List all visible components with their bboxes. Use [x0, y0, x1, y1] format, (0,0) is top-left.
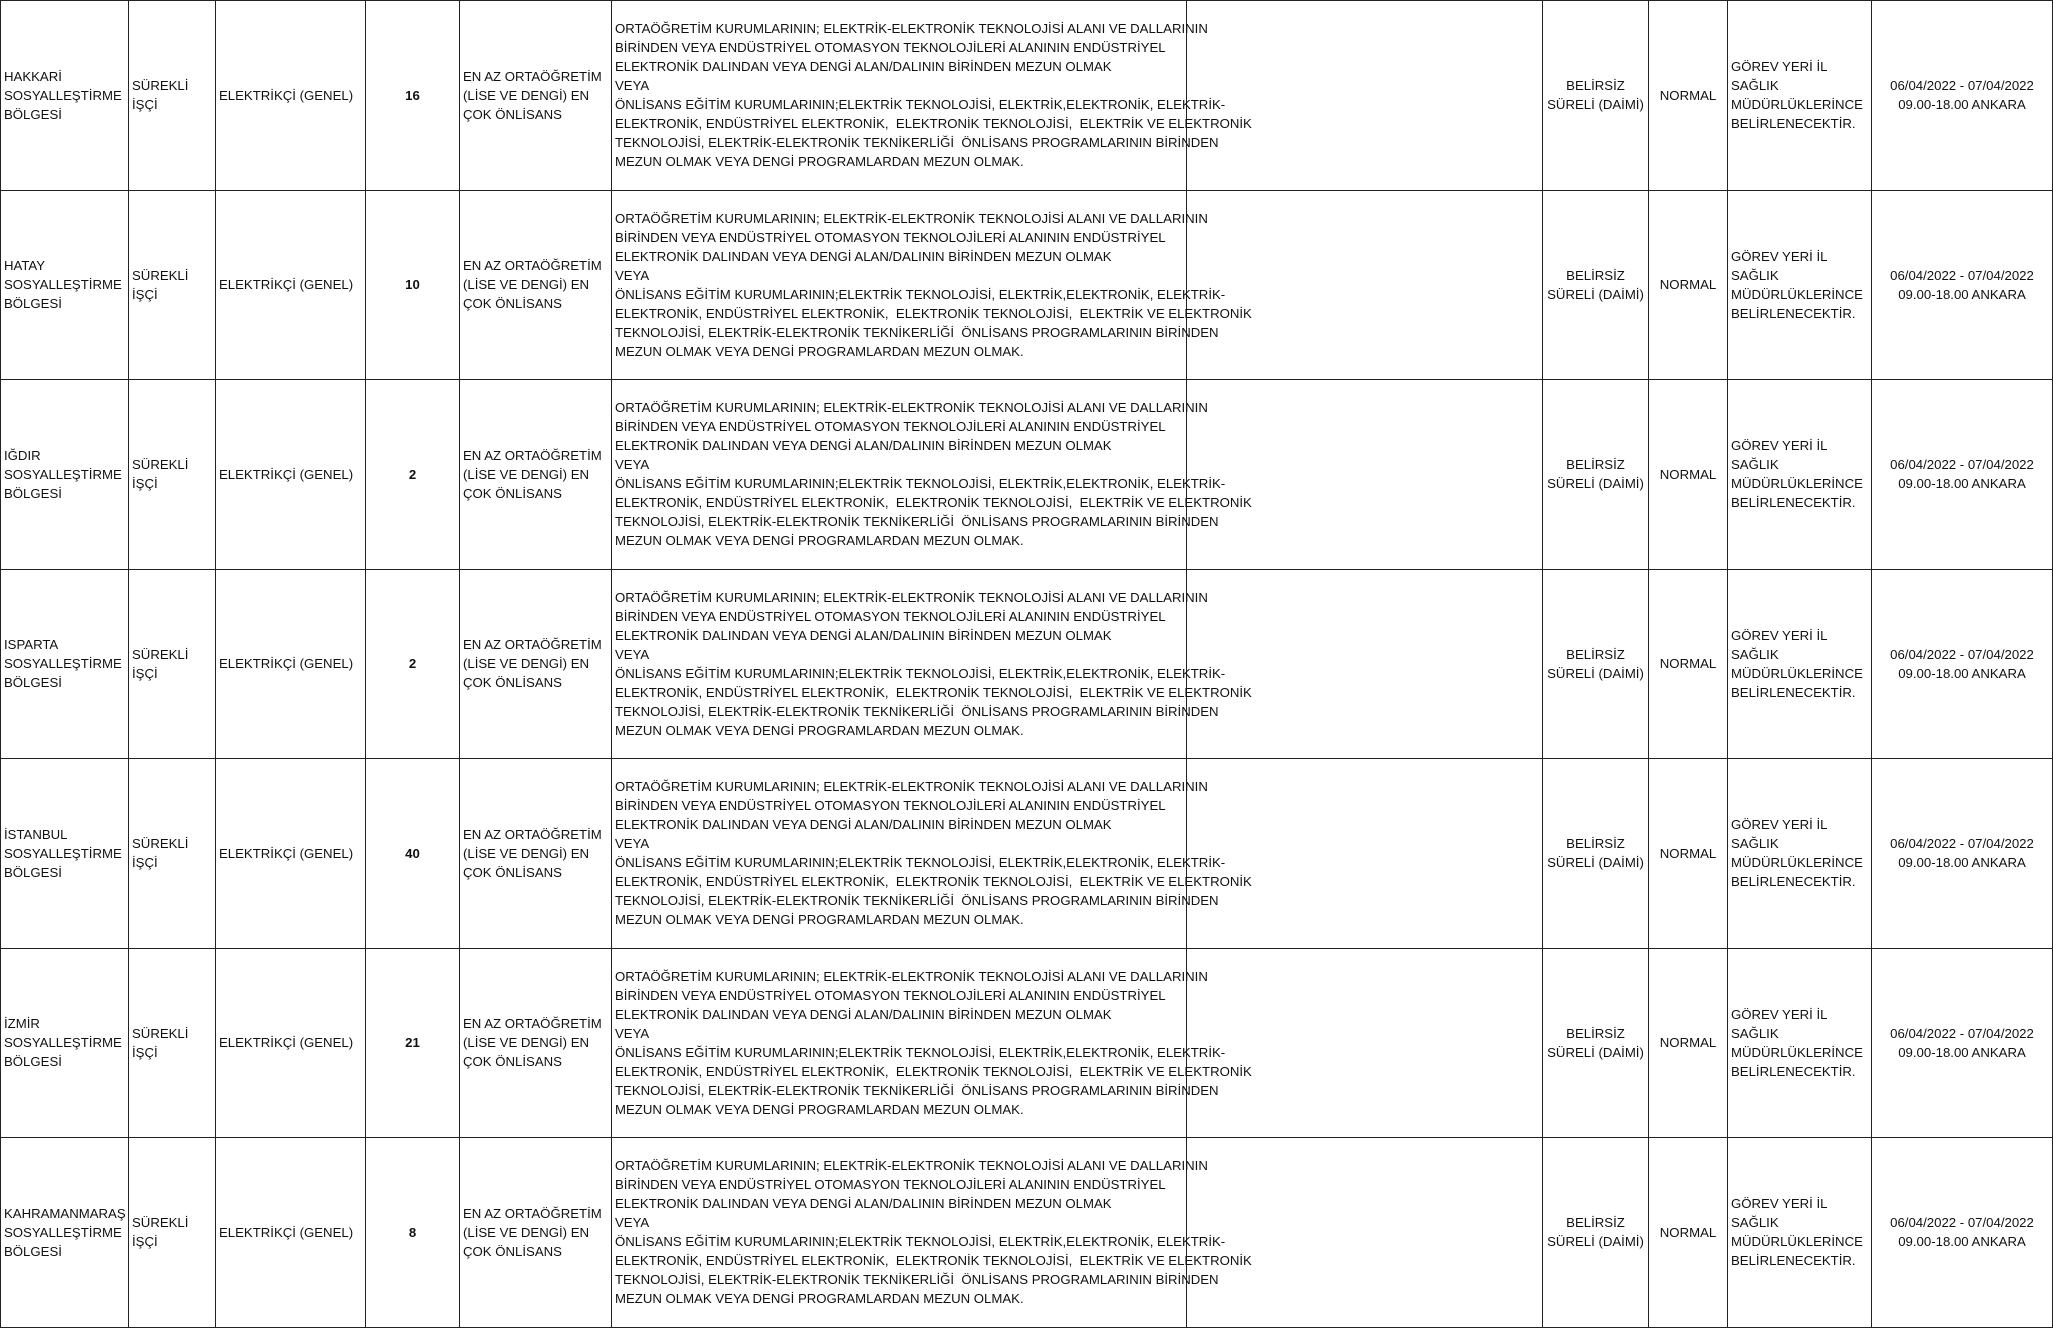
requirement-line: ELEKTRONİK, ENDÜSTRİYEL ELEKTRONİK, ELEKTRONİK TEKNOLOJİSİ, ELEKTRİK VE ELEKTRONİK: [615, 1063, 1252, 1079]
requirements-cell: [612, 380, 1252, 570]
status-cell: SÜREKLİ İŞÇİ: [129, 1138, 216, 1328]
type-cell: NORMAL: [1649, 1138, 1728, 1328]
date-cell: 06/04/2022 - 07/04/2022 09.00-18.00 ANKARA: [1872, 190, 2053, 380]
requirement-line: ÖNLİSANS EĞİTİM KURUMLARININ;ELEKTRİK TEKNOLOJİSİ, ELEKTRİK,ELEKTRONİK, ELEKTRİK-: [615, 286, 1226, 302]
table-row: [1, 380, 2053, 570]
requirement-line: TEKNOLOJİSİ, ELEKTRİK-ELEKTRONİK TEKNİKERLİĞİ ÖNLİSANS PROGRAMLARININ BİRİNDEN: [615, 324, 1219, 340]
requirement-line: BİRİNDEN VEYA ENDÜSTRİYEL OTOMASYON TEKNOLOJİLERİ ALANININ ENDÜSTRİYEL: [615, 419, 1166, 435]
requirement-line: VEYA: [615, 1215, 650, 1231]
requirements-cell: [612, 1, 1252, 191]
requirement-line: BİRİNDEN VEYA ENDÜSTRİYEL OTOMASYON TEKNOLOJİLERİ ALANININ ENDÜSTRİYEL: [615, 608, 1166, 624]
duration-cell: BELİRSİZ SÜRELİ (DAİMİ): [1543, 569, 1649, 759]
requirement-line: BİRİNDEN VEYA ENDÜSTRİYEL OTOMASYON TEKNOLOJİLERİ ALANININ ENDÜSTRİYEL: [615, 40, 1166, 56]
requirement-line: ÖNLİSANS EĞİTİM KURUMLARININ;ELEKTRİK TEKNOLOJİSİ, ELEKTRİK,ELEKTRONİK, ELEKTRİK-: [615, 476, 1226, 492]
location-cell: GÖREV YERİ İL SAĞLIK MÜDÜRLÜKLERİNCE BELİRLENECEKTİR.: [1728, 190, 1872, 380]
status-cell: SÜREKLİ İŞÇİ: [129, 569, 216, 759]
requirement-line: BİRİNDEN VEYA ENDÜSTRİYEL OTOMASYON TEKNOLOJİLERİ ALANININ ENDÜSTRİYEL: [615, 1177, 1166, 1193]
education-cell: EN AZ ORTAÖĞRETİM (LİSE VE DENGİ) EN ÇOK ÖNLİSANS: [460, 190, 612, 380]
date-cell: 06/04/2022 - 07/04/2022 09.00-18.00 ANKARA: [1872, 380, 2053, 570]
type-cell: NORMAL: [1649, 948, 1728, 1138]
requirement-line: TEKNOLOJİSİ, ELEKTRİK-ELEKTRONİK TEKNİKERLİĞİ ÖNLİSANS PROGRAMLARININ BİRİNDEN: [615, 893, 1219, 909]
duration-cell: BELİRSİZ SÜRELİ (DAİMİ): [1543, 948, 1649, 1138]
requirement-line: TEKNOLOJİSİ, ELEKTRİK-ELEKTRONİK TEKNİKERLİĞİ ÖNLİSANS PROGRAMLARININ BİRİNDEN: [615, 1272, 1219, 1288]
requirement-line: VEYA: [615, 836, 650, 852]
count-cell: 8: [366, 1138, 460, 1328]
location-cell: GÖREV YERİ İL SAĞLIK MÜDÜRLÜKLERİNCE BELİRLENECEKTİR.: [1728, 1138, 1872, 1328]
title-cell: ELEKTRİKÇİ (GENEL): [216, 759, 366, 949]
count-cell: 16: [366, 1, 460, 191]
title-cell: ELEKTRİKÇİ (GENEL): [216, 190, 366, 380]
requirement-line: BİRİNDEN VEYA ENDÜSTRİYEL OTOMASYON TEKNOLOJİLERİ ALANININ ENDÜSTRİYEL: [615, 798, 1166, 814]
requirement-line: BİRİNDEN VEYA ENDÜSTRİYEL OTOMASYON TEKNOLOJİLERİ ALANININ ENDÜSTRİYEL: [615, 987, 1166, 1003]
requirement-line: ELEKTRONİK, ENDÜSTRİYEL ELEKTRONİK, ELEKTRONİK TEKNOLOJİSİ, ELEKTRİK VE ELEKTRONİK: [615, 116, 1252, 132]
requirement-line: ÖNLİSANS EĞİTİM KURUMLARININ;ELEKTRİK TEKNOLOJİSİ, ELEKTRİK,ELEKTRONİK, ELEKTRİK-: [615, 1044, 1226, 1060]
requirement-line: ELEKTRONİK DALINDAN VEYA DENGİ ALAN/DALININ BİRİNDEN MEZUN OLMAK: [615, 817, 1112, 833]
requirement-line: VEYA: [615, 267, 650, 283]
extra-cell: [1187, 190, 1543, 380]
table-row: [1, 1, 2053, 191]
table-row: [1, 190, 2053, 380]
requirement-line: ÖNLİSANS EĞİTİM KURUMLARININ;ELEKTRİK TEKNOLOJİSİ, ELEKTRİK,ELEKTRONİK, ELEKTRİK-: [615, 97, 1226, 113]
requirement-line: ORTAÖĞRETİM KURUMLARININ; ELEKTRİK-ELEKTRONİK TEKNOLOJİSİ ALANI VE DALLARININ: [615, 21, 1208, 37]
requirement-line: ORTAÖĞRETİM KURUMLARININ; ELEKTRİK-ELEKTRONİK TEKNOLOJİSİ ALANI VE DALLARININ: [615, 779, 1208, 795]
requirement-line: ÖNLİSANS EĞİTİM KURUMLARININ;ELEKTRİK TEKNOLOJİSİ, ELEKTRİK,ELEKTRONİK, ELEKTRİK-: [615, 855, 1226, 871]
location-cell: GÖREV YERİ İL SAĞLIK MÜDÜRLÜKLERİNCE BELİRLENECEKTİR.: [1728, 759, 1872, 949]
extra-cell: [1187, 569, 1543, 759]
date-cell: 06/04/2022 - 07/04/2022 09.00-18.00 ANKARA: [1872, 569, 2053, 759]
requirement-line: ELEKTRONİK DALINDAN VEYA DENGİ ALAN/DALININ BİRİNDEN MEZUN OLMAK: [615, 248, 1112, 264]
count-cell: 2: [366, 569, 460, 759]
requirement-line: ELEKTRONİK, ENDÜSTRİYEL ELEKTRONİK, ELEKTRONİK TEKNOLOJİSİ, ELEKTRİK VE ELEKTRONİK: [615, 1253, 1252, 1269]
location-cell: GÖREV YERİ İL SAĞLIK MÜDÜRLÜKLERİNCE BELİRLENECEKTİR.: [1728, 569, 1872, 759]
type-cell: NORMAL: [1649, 1, 1728, 191]
requirement-line: VEYA: [615, 646, 650, 662]
table-row: [1, 569, 2053, 759]
extra-cell: [1187, 1138, 1543, 1328]
duration-cell: BELİRSİZ SÜRELİ (DAİMİ): [1543, 1, 1649, 191]
table-row: [1, 759, 2053, 949]
count-cell: 40: [366, 759, 460, 949]
requirement-line: VEYA: [615, 1025, 650, 1041]
requirements-cell: [612, 948, 1252, 1138]
duration-cell: BELİRSİZ SÜRELİ (DAİMİ): [1543, 759, 1649, 949]
requirement-line: MEZUN OLMAK VEYA DENGİ PROGRAMLARDAN MEZUN OLMAK.: [615, 912, 1024, 928]
count-cell: 21: [366, 948, 460, 1138]
region-cell: HAKKARİ SOSYALLEŞTİRME BÖLGESİ: [1, 1, 129, 191]
requirement-line: ORTAÖĞRETİM KURUMLARININ; ELEKTRİK-ELEKTRONİK TEKNOLOJİSİ ALANI VE DALLARININ: [615, 1158, 1208, 1174]
duration-cell: BELİRSİZ SÜRELİ (DAİMİ): [1543, 380, 1649, 570]
education-cell: EN AZ ORTAÖĞRETİM (LİSE VE DENGİ) EN ÇOK ÖNLİSANS: [460, 380, 612, 570]
title-cell: ELEKTRİKÇİ (GENEL): [216, 1, 366, 191]
region-cell: İSTANBUL SOSYALLEŞTİRME BÖLGESİ: [1, 759, 129, 949]
date-cell: 06/04/2022 - 07/04/2022 09.00-18.00 ANKARA: [1872, 1, 2053, 191]
requirement-line: MEZUN OLMAK VEYA DENGİ PROGRAMLARDAN MEZUN OLMAK.: [615, 154, 1024, 170]
date-cell: 06/04/2022 - 07/04/2022 09.00-18.00 ANKARA: [1872, 1138, 2053, 1328]
region-cell: ISPARTA SOSYALLEŞTİRME BÖLGESİ: [1, 569, 129, 759]
extra-cell: [1187, 380, 1543, 570]
status-cell: SÜREKLİ İŞÇİ: [129, 759, 216, 949]
requirement-line: ELEKTRONİK DALINDAN VEYA DENGİ ALAN/DALININ BİRİNDEN MEZUN OLMAK: [615, 59, 1112, 75]
count-cell: 2: [366, 380, 460, 570]
requirement-line: TEKNOLOJİSİ, ELEKTRİK-ELEKTRONİK TEKNİKERLİĞİ ÖNLİSANS PROGRAMLARININ BİRİNDEN: [615, 514, 1219, 530]
requirement-line: ELEKTRONİK DALINDAN VEYA DENGİ ALAN/DALININ BİRİNDEN MEZUN OLMAK: [615, 1006, 1112, 1022]
requirement-line: TEKNOLOJİSİ, ELEKTRİK-ELEKTRONİK TEKNİKERLİĞİ ÖNLİSANS PROGRAMLARININ BİRİNDEN: [615, 135, 1219, 151]
extra-cell: [1187, 948, 1543, 1138]
duration-cell: BELİRSİZ SÜRELİ (DAİMİ): [1543, 190, 1649, 380]
requirements-cell: [612, 190, 1252, 380]
date-cell: 06/04/2022 - 07/04/2022 09.00-18.00 ANKARA: [1872, 759, 2053, 949]
requirement-line: TEKNOLOJİSİ, ELEKTRİK-ELEKTRONİK TEKNİKERLİĞİ ÖNLİSANS PROGRAMLARININ BİRİNDEN: [615, 1082, 1219, 1098]
requirement-line: ELEKTRONİK, ENDÜSTRİYEL ELEKTRONİK, ELEKTRONİK TEKNOLOJİSİ, ELEKTRİK VE ELEKTRONİK: [615, 495, 1252, 511]
requirement-line: ÖNLİSANS EĞİTİM KURUMLARININ;ELEKTRİK TEKNOLOJİSİ, ELEKTRİK,ELEKTRONİK, ELEKTRİK-: [615, 665, 1226, 681]
requirement-line: ORTAÖĞRETİM KURUMLARININ; ELEKTRİK-ELEKTRONİK TEKNOLOJİSİ ALANI VE DALLARININ: [615, 210, 1208, 226]
requirement-line: BİRİNDEN VEYA ENDÜSTRİYEL OTOMASYON TEKNOLOJİLERİ ALANININ ENDÜSTRİYEL: [615, 229, 1166, 245]
requirement-line: ÖNLİSANS EĞİTİM KURUMLARININ;ELEKTRİK TEKNOLOJİSİ, ELEKTRİK,ELEKTRONİK, ELEKTRİK-: [615, 1234, 1226, 1250]
requirement-line: ELEKTRONİK, ENDÜSTRİYEL ELEKTRONİK, ELEKTRONİK TEKNOLOJİSİ, ELEKTRİK VE ELEKTRONİK: [615, 684, 1252, 700]
requirement-line: TEKNOLOJİSİ, ELEKTRİK-ELEKTRONİK TEKNİKERLİĞİ ÖNLİSANS PROGRAMLARININ BİRİNDEN: [615, 703, 1219, 719]
type-cell: NORMAL: [1649, 190, 1728, 380]
extra-cell: [1187, 1, 1543, 191]
requirement-line: ELEKTRONİK DALINDAN VEYA DENGİ ALAN/DALININ BİRİNDEN MEZUN OLMAK: [615, 627, 1112, 643]
type-cell: NORMAL: [1649, 380, 1728, 570]
education-cell: EN AZ ORTAÖĞRETİM (LİSE VE DENGİ) EN ÇOK ÖNLİSANS: [460, 759, 612, 949]
title-cell: ELEKTRİKÇİ (GENEL): [216, 948, 366, 1138]
requirement-line: ORTAÖĞRETİM KURUMLARININ; ELEKTRİK-ELEKTRONİK TEKNOLOJİSİ ALANI VE DALLARININ: [615, 589, 1208, 605]
education-cell: EN AZ ORTAÖĞRETİM (LİSE VE DENGİ) EN ÇOK ÖNLİSANS: [460, 1138, 612, 1328]
status-cell: SÜREKLİ İŞÇİ: [129, 948, 216, 1138]
extra-cell: [1187, 759, 1543, 949]
title-cell: ELEKTRİKÇİ (GENEL): [216, 380, 366, 570]
location-cell: GÖREV YERİ İL SAĞLIK MÜDÜRLÜKLERİNCE BELİRLENECEKTİR.: [1728, 1, 1872, 191]
status-cell: SÜREKLİ İŞÇİ: [129, 380, 216, 570]
region-cell: İZMİR SOSYALLEŞTİRME BÖLGESİ: [1, 948, 129, 1138]
location-cell: GÖREV YERİ İL SAĞLIK MÜDÜRLÜKLERİNCE BELİRLENECEKTİR.: [1728, 948, 1872, 1138]
requirement-line: ELEKTRONİK, ENDÜSTRİYEL ELEKTRONİK, ELEKTRONİK TEKNOLOJİSİ, ELEKTRİK VE ELEKTRONİK: [615, 874, 1252, 890]
status-cell: SÜREKLİ İŞÇİ: [129, 1, 216, 191]
region-cell: IĞDIR SOSYALLEŞTİRME BÖLGESİ: [1, 380, 129, 570]
title-cell: ELEKTRİKÇİ (GENEL): [216, 1138, 366, 1328]
requirement-line: VEYA: [615, 78, 650, 94]
table-row: [1, 948, 2053, 1138]
region-cell: KAHRAMANMARAŞ SOSYALLEŞTİRME BÖLGESİ: [1, 1138, 129, 1328]
table-row: [1, 1138, 2053, 1328]
region-cell: HATAY SOSYALLEŞTİRME BÖLGESİ: [1, 190, 129, 380]
title-cell: ELEKTRİKÇİ (GENEL): [216, 569, 366, 759]
count-cell: 10: [366, 190, 460, 380]
requirement-line: MEZUN OLMAK VEYA DENGİ PROGRAMLARDAN MEZUN OLMAK.: [615, 1101, 1024, 1117]
requirement-line: VEYA: [615, 457, 650, 473]
duration-cell: BELİRSİZ SÜRELİ (DAİMİ): [1543, 1138, 1649, 1328]
requirement-line: MEZUN OLMAK VEYA DENGİ PROGRAMLARDAN MEZUN OLMAK.: [615, 722, 1024, 738]
requirement-line: MEZUN OLMAK VEYA DENGİ PROGRAMLARDAN MEZUN OLMAK.: [615, 1291, 1024, 1307]
requirement-line: ELEKTRONİK DALINDAN VEYA DENGİ ALAN/DALININ BİRİNDEN MEZUN OLMAK: [615, 438, 1112, 454]
education-cell: EN AZ ORTAÖĞRETİM (LİSE VE DENGİ) EN ÇOK ÖNLİSANS: [460, 569, 612, 759]
education-cell: EN AZ ORTAÖĞRETİM (LİSE VE DENGİ) EN ÇOK ÖNLİSANS: [460, 1, 612, 191]
status-cell: SÜREKLİ İŞÇİ: [129, 190, 216, 380]
requirements-cell: [612, 759, 1252, 949]
education-cell: EN AZ ORTAÖĞRETİM (LİSE VE DENGİ) EN ÇOK ÖNLİSANS: [460, 948, 612, 1138]
type-cell: NORMAL: [1649, 759, 1728, 949]
requirement-line: MEZUN OLMAK VEYA DENGİ PROGRAMLARDAN MEZUN OLMAK.: [615, 533, 1024, 549]
type-cell: NORMAL: [1649, 569, 1728, 759]
requirements-cell: [612, 569, 1252, 759]
location-cell: GÖREV YERİ İL SAĞLIK MÜDÜRLÜKLERİNCE BELİRLENECEKTİR.: [1728, 380, 1872, 570]
date-cell: 06/04/2022 - 07/04/2022 09.00-18.00 ANKARA: [1872, 948, 2053, 1138]
requirements-cell: [612, 1138, 1252, 1328]
requirement-line: ORTAÖĞRETİM KURUMLARININ; ELEKTRİK-ELEKTRONİK TEKNOLOJİSİ ALANI VE DALLARININ: [615, 400, 1208, 416]
requirement-line: ELEKTRONİK DALINDAN VEYA DENGİ ALAN/DALININ BİRİNDEN MEZUN OLMAK: [615, 1196, 1112, 1212]
requirement-line: ELEKTRONİK, ENDÜSTRİYEL ELEKTRONİK, ELEKTRONİK TEKNOLOJİSİ, ELEKTRİK VE ELEKTRONİK: [615, 305, 1252, 321]
requirement-line: ORTAÖĞRETİM KURUMLARININ; ELEKTRİK-ELEKTRONİK TEKNOLOJİSİ ALANI VE DALLARININ: [615, 968, 1208, 984]
requirement-line: MEZUN OLMAK VEYA DENGİ PROGRAMLARDAN MEZUN OLMAK.: [615, 343, 1024, 359]
